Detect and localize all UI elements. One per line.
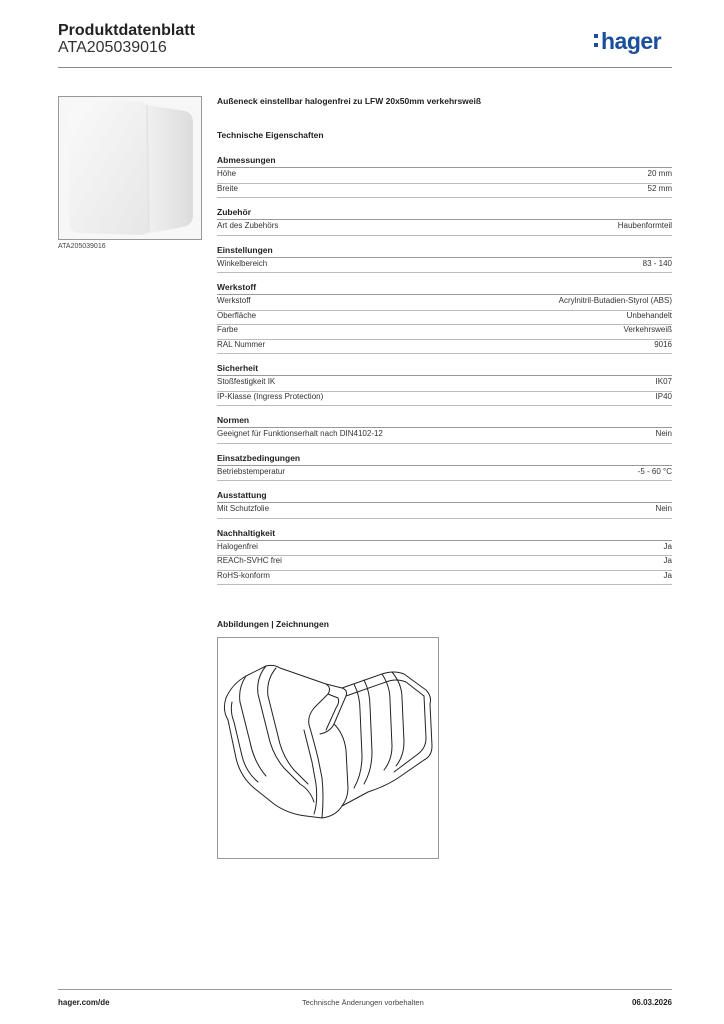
- footer-website-link[interactable]: hager.com/de: [58, 998, 110, 1007]
- property-row: [217, 555, 672, 571]
- property-label: RAL Nummer: [217, 339, 266, 349]
- property-label: Breite: [217, 183, 238, 193]
- property-value: Nein: [655, 504, 672, 513]
- photo-caption: ATA205039016: [58, 243, 106, 250]
- property-label: REACh-SVHC frei: [217, 556, 282, 565]
- property-row: [217, 324, 672, 340]
- section-title: Abmessungen: [217, 155, 276, 165]
- property-label: Stoßfestigkeit IK: [217, 377, 276, 386]
- section-title: Normen: [217, 415, 250, 425]
- product-line-drawing: [218, 638, 438, 858]
- product-description: Außeneck einstellbar halogenfrei zu LFW 20x50mm verkehrsweiß: [217, 96, 482, 106]
- footer-date: 06.03.2026: [631, 998, 672, 1007]
- property-value: 83 - 140: [642, 258, 672, 268]
- footer-notice: Technische Änderungen vorbehalten: [302, 998, 424, 1007]
- property-row: [217, 570, 672, 586]
- property-row: [217, 541, 672, 557]
- page-title: Produktdatenblatt: [58, 22, 195, 39]
- property-value: 20 mm: [647, 169, 672, 178]
- section-title: Zubehör: [217, 207, 251, 217]
- property-label: Betriebstemperatur: [217, 466, 286, 476]
- section-title: Ausstattung: [217, 490, 267, 500]
- article-number: ATA205039016: [58, 39, 167, 56]
- property-row: [217, 428, 672, 444]
- property-value: Acrylnitril-Butadien-Styrol (ABS): [558, 296, 672, 305]
- property-value: Verkehrsweiß: [623, 325, 672, 334]
- property-label: Höhe: [217, 169, 237, 178]
- property-value: Ja: [663, 556, 672, 565]
- property-value: Unbehandelt: [626, 310, 672, 320]
- figures-heading: Abbildungen | Zeichnungen: [217, 619, 329, 629]
- property-label: Oberfläche: [217, 310, 257, 320]
- tech-properties-heading: Technische Eigenschaften: [217, 130, 324, 140]
- property-value: Ja: [663, 541, 672, 551]
- property-row: [217, 466, 672, 482]
- section-title: Nachhaltigkeit: [217, 527, 276, 538]
- property-row: [217, 376, 672, 392]
- property-value: 9016: [654, 339, 672, 349]
- property-row: [217, 183, 672, 199]
- property-label: Geeignet für Funktionserhalt nach DIN4102-12: [217, 429, 383, 438]
- property-value: IK07: [655, 377, 672, 386]
- product-photo: [58, 96, 202, 240]
- property-row: [217, 503, 672, 519]
- footer-divider: [58, 989, 672, 990]
- property-row: [217, 220, 672, 236]
- property-row: [217, 339, 672, 355]
- property-label: RoHS-konform: [217, 570, 270, 580]
- property-label: Halogenfrei: [217, 541, 258, 551]
- property-value: Nein: [655, 429, 672, 438]
- property-row: [217, 295, 672, 311]
- property-value: Haubenformteil: [617, 221, 672, 230]
- section-title: Sicherheit: [217, 363, 259, 373]
- property-label: Winkelbereich: [217, 258, 268, 268]
- section-title: Werkstoff: [217, 282, 257, 292]
- technical-drawing: [217, 637, 439, 859]
- hager-logo: [594, 28, 661, 55]
- property-value: Ja: [663, 570, 672, 580]
- property-row: [217, 310, 672, 326]
- property-label: Farbe: [217, 325, 238, 334]
- property-value: -5 - 60 °C: [637, 466, 672, 476]
- property-row: [217, 168, 672, 184]
- property-label: IP-Klasse (Ingress Protection): [217, 391, 324, 401]
- property-row: [217, 391, 672, 407]
- logo-text: hager: [601, 28, 662, 54]
- section-title: Einsatzbedingungen: [217, 452, 301, 463]
- property-row: [217, 258, 672, 274]
- section-title: Einstellungen: [217, 244, 273, 255]
- property-value: 52 mm: [647, 183, 672, 193]
- property-label: Werkstoff: [217, 296, 251, 305]
- product-photo-image: [59, 97, 201, 239]
- property-value: IP40: [655, 391, 672, 401]
- property-label: Art des Zubehörs: [217, 221, 279, 230]
- logo-colon-icon: [594, 34, 599, 49]
- header-divider: [58, 67, 672, 68]
- property-label: Mit Schutzfolie: [217, 504, 270, 513]
